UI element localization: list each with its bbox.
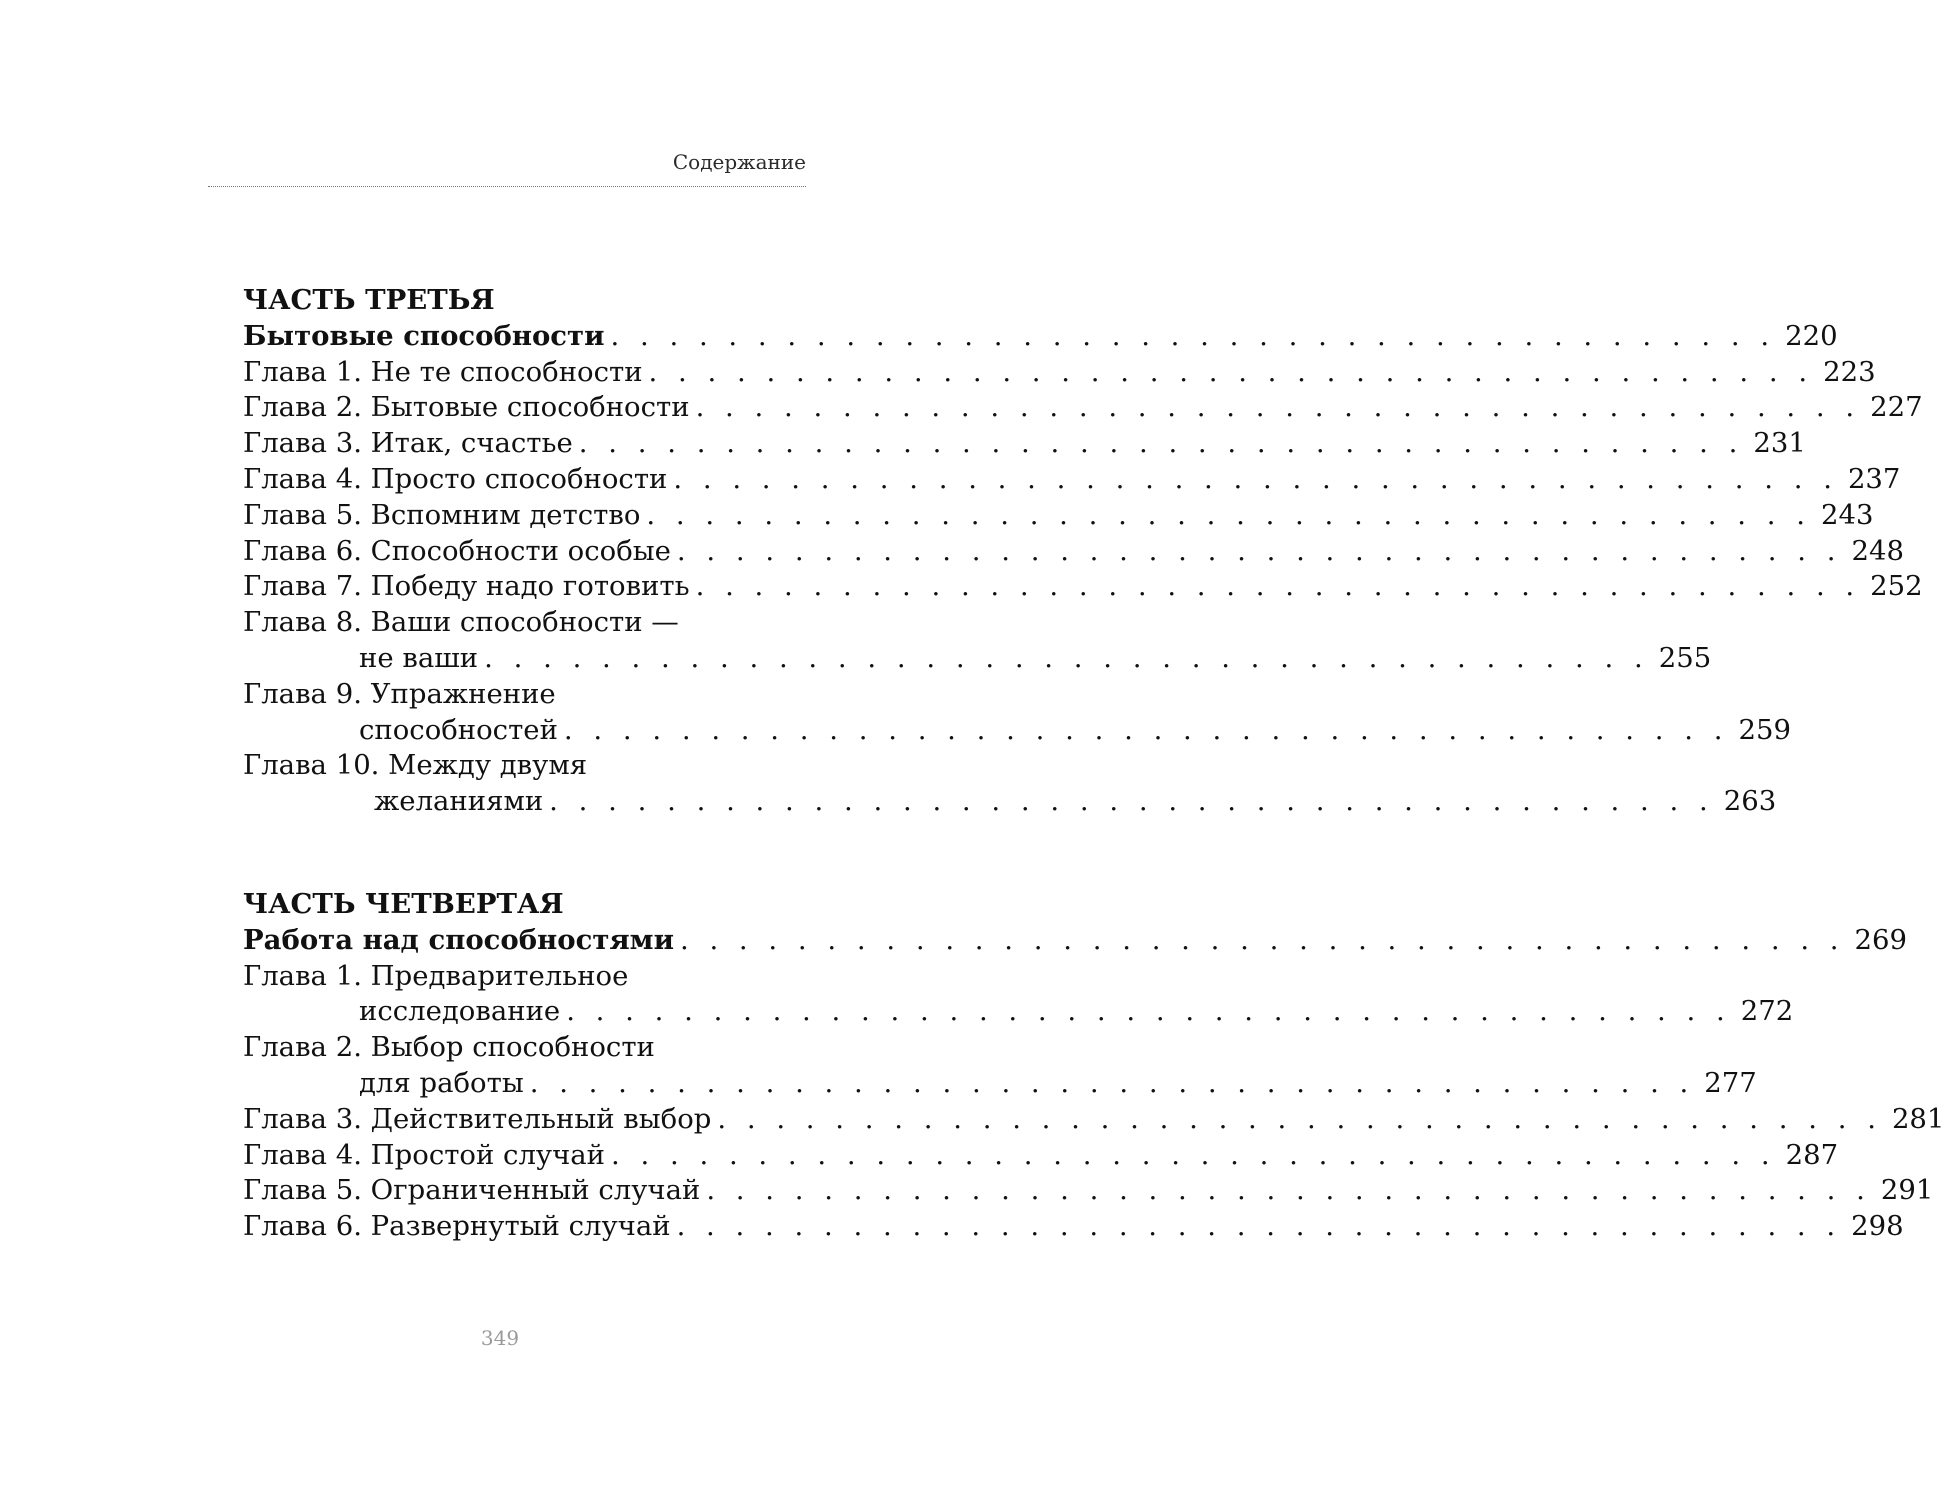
page-ref: 291 [1880, 1174, 1934, 1207]
toc-entry-chapter[interactable] [243, 1173, 1934, 1209]
chapter-title: Глава 7. Победу надо готовить [243, 570, 690, 603]
toc-entry-chapter[interactable] [243, 390, 1923, 426]
page-number: 349 [480, 1326, 520, 1350]
toc-entry-section[interactable] [243, 319, 1838, 355]
toc-entry-chapter[interactable] [243, 462, 1901, 498]
chapter-title: Глава 6. Развернутый случай [243, 1210, 671, 1243]
dot-leader: . . . . . . . . . . . . . . . . . . . . . . . . . . . . . . . . . . . . . . . . [673, 462, 1838, 495]
chapter-title-continuation: желаниями [374, 785, 544, 818]
chapter-title: Глава 5. Вспомним детство [243, 498, 641, 531]
toc-entry-chapter[interactable] [243, 534, 1904, 570]
dot-leader: . . . . . . . . . . . . . . . . . . . . . . . . . . . . . . . . . . . . . . . . [717, 1102, 1882, 1135]
dot-leader: . . . . . . . . . . . . . . . . . . . . . . . . . . . . . . . . . . . . . . . . [676, 534, 1842, 567]
dot-leader: . . . . . . . . . . . . . . . . . . . . . . . . . . . . . . . . . . . . . . . . [695, 391, 1861, 424]
page-ref: 223 [1823, 355, 1876, 388]
section-title: Бытовые способности [243, 319, 605, 352]
part-heading: ЧАСТЬ ТРЕТЬЯ [243, 284, 495, 316]
toc-entry-chapter[interactable] [243, 1209, 1904, 1245]
chapter-title: Глава 4. Простой случай [243, 1138, 606, 1171]
chapter-title: Глава 4. Просто способности [243, 462, 668, 495]
page-ref: 248 [1851, 534, 1904, 567]
page-ref: 269 [1854, 923, 1908, 956]
chapter-title: Глава 3. Действительный выбор [243, 1102, 712, 1135]
chapter-title[interactable]: Глава 10. Между двумя [243, 749, 588, 782]
chapter-title-continuation: не ваши [359, 641, 479, 674]
dot-leader: . . . . . . . . . . . . . . . . . . . . . . . . . . . . . . . . . . . . . . . . [610, 319, 1776, 352]
toc-entry-chapter-continuation[interactable] [243, 784, 1777, 820]
page-ref: 237 [1847, 462, 1901, 495]
chapter-title[interactable]: Глава 2. Выбор способности [243, 1031, 655, 1064]
running-head-title: Содержание [672, 150, 806, 174]
dot-leader: . . . . . . . . . . . . . . . . . . . . . . . . . . . . . . . . . . . . . . . . [706, 1174, 1871, 1207]
page-ref: 277 [1704, 1066, 1757, 1099]
dot-leader: . . . . . . . . . . . . . . . . . . . . . . . . . . . . . . . . . . . . . . . . [679, 923, 1845, 956]
page-ref: 281 [1891, 1102, 1944, 1135]
chapter-title: Глава 5. Ограниченный случай [243, 1174, 701, 1207]
chapter-title-continuation: для работы [359, 1066, 524, 1099]
page-ref: 287 [1785, 1138, 1839, 1171]
page-ref: 231 [1753, 427, 1806, 460]
toc-entry-chapter[interactable] [243, 498, 1874, 534]
dot-leader: . . . . . . . . . . . . . . . . . . . . . . . . . . . . . . . . . . . . . . . . [676, 1210, 1842, 1243]
page-ref: 255 [1658, 641, 1712, 674]
toc-entry-section[interactable] [243, 923, 1908, 959]
toc-entry-chapter-continuation[interactable] [243, 713, 1791, 749]
dot-leader: . . . . . . . . . . . . . . . . . . . . . . . . . . . . . . . . . . . . . . . . [695, 570, 1861, 603]
dot-leader: . . . . . . . . . . . . . . . . . . . . . . . . . . . . . . . . . . . . . . . . [578, 427, 1744, 460]
chapter-title: Глава 6. Способности особые [243, 534, 671, 567]
part-heading: ЧАСТЬ ЧЕТВЕРТАЯ [243, 888, 564, 920]
toc-entry-chapter-continuation[interactable] [243, 641, 1712, 677]
dot-leader: . . . . . . . . . . . . . . . . . . . . . . . . . . . . . . . . . . . . . . . . [484, 641, 1649, 674]
toc-part-three [243, 283, 1923, 820]
page-ref: 220 [1785, 319, 1838, 352]
dot-leader: . . . . . . . . . . . . . . . . . . . . . . . . . . . . . . . . . . . . . . . . [611, 1138, 1776, 1171]
toc-entry-chapter[interactable] [243, 355, 1876, 391]
chapter-title: Глава 2. Бытовые способности [243, 391, 690, 424]
section-title: Работа над способностями [243, 923, 674, 956]
page-ref: 252 [1870, 570, 1923, 603]
chapter-title[interactable]: Глава 1. Предварительное [243, 959, 629, 992]
toc-part-four [243, 887, 1944, 1245]
toc-entry-chapter[interactable] [243, 426, 1806, 462]
dot-leader: . . . . . . . . . . . . . . . . . . . . . . . . . . . . . . . . . . . . . . . . [549, 785, 1714, 818]
page-ref: 227 [1870, 391, 1923, 424]
dot-leader: . . . . . . . . . . . . . . . . . . . . . . . . . . . . . . . . . . . . . . . . [566, 995, 1731, 1028]
chapter-title: Глава 3. Итак, счастье [243, 427, 573, 460]
chapter-title-continuation: способностей [359, 713, 558, 746]
toc-entry-chapter-continuation[interactable] [243, 994, 1794, 1030]
page-ref: 263 [1723, 785, 1777, 818]
dot-leader: . . . . . . . . . . . . . . . . . . . . . . . . . . . . . . . . . . . . . . . . [648, 355, 1814, 388]
page-ref: 243 [1821, 498, 1874, 531]
page-ref: 259 [1738, 713, 1791, 746]
page-ref: 272 [1740, 995, 1794, 1028]
toc-entry-chapter[interactable] [243, 569, 1923, 605]
chapter-title-continuation: исследование [359, 995, 561, 1028]
dot-leader: . . . . . . . . . . . . . . . . . . . . . . . . . . . . . . . . . . . . . . . . [529, 1066, 1695, 1099]
dot-leader: . . . . . . . . . . . . . . . . . . . . . . . . . . . . . . . . . . . . . . . . [646, 498, 1811, 531]
chapter-title[interactable]: Глава 9. Упражнение [243, 677, 556, 710]
header-divider [208, 186, 806, 187]
toc-entry-chapter[interactable] [243, 1138, 1839, 1174]
chapter-title[interactable]: Глава 8. Ваши способности — [243, 606, 679, 639]
dot-leader: . . . . . . . . . . . . . . . . . . . . . . . . . . . . . . . . . . . . . . . . [563, 713, 1729, 746]
page-ref: 298 [1851, 1210, 1904, 1243]
chapter-title: Глава 1. Не те способности [243, 355, 643, 388]
toc-entry-chapter[interactable] [243, 1102, 1944, 1138]
toc-entry-chapter-continuation[interactable] [243, 1066, 1757, 1102]
